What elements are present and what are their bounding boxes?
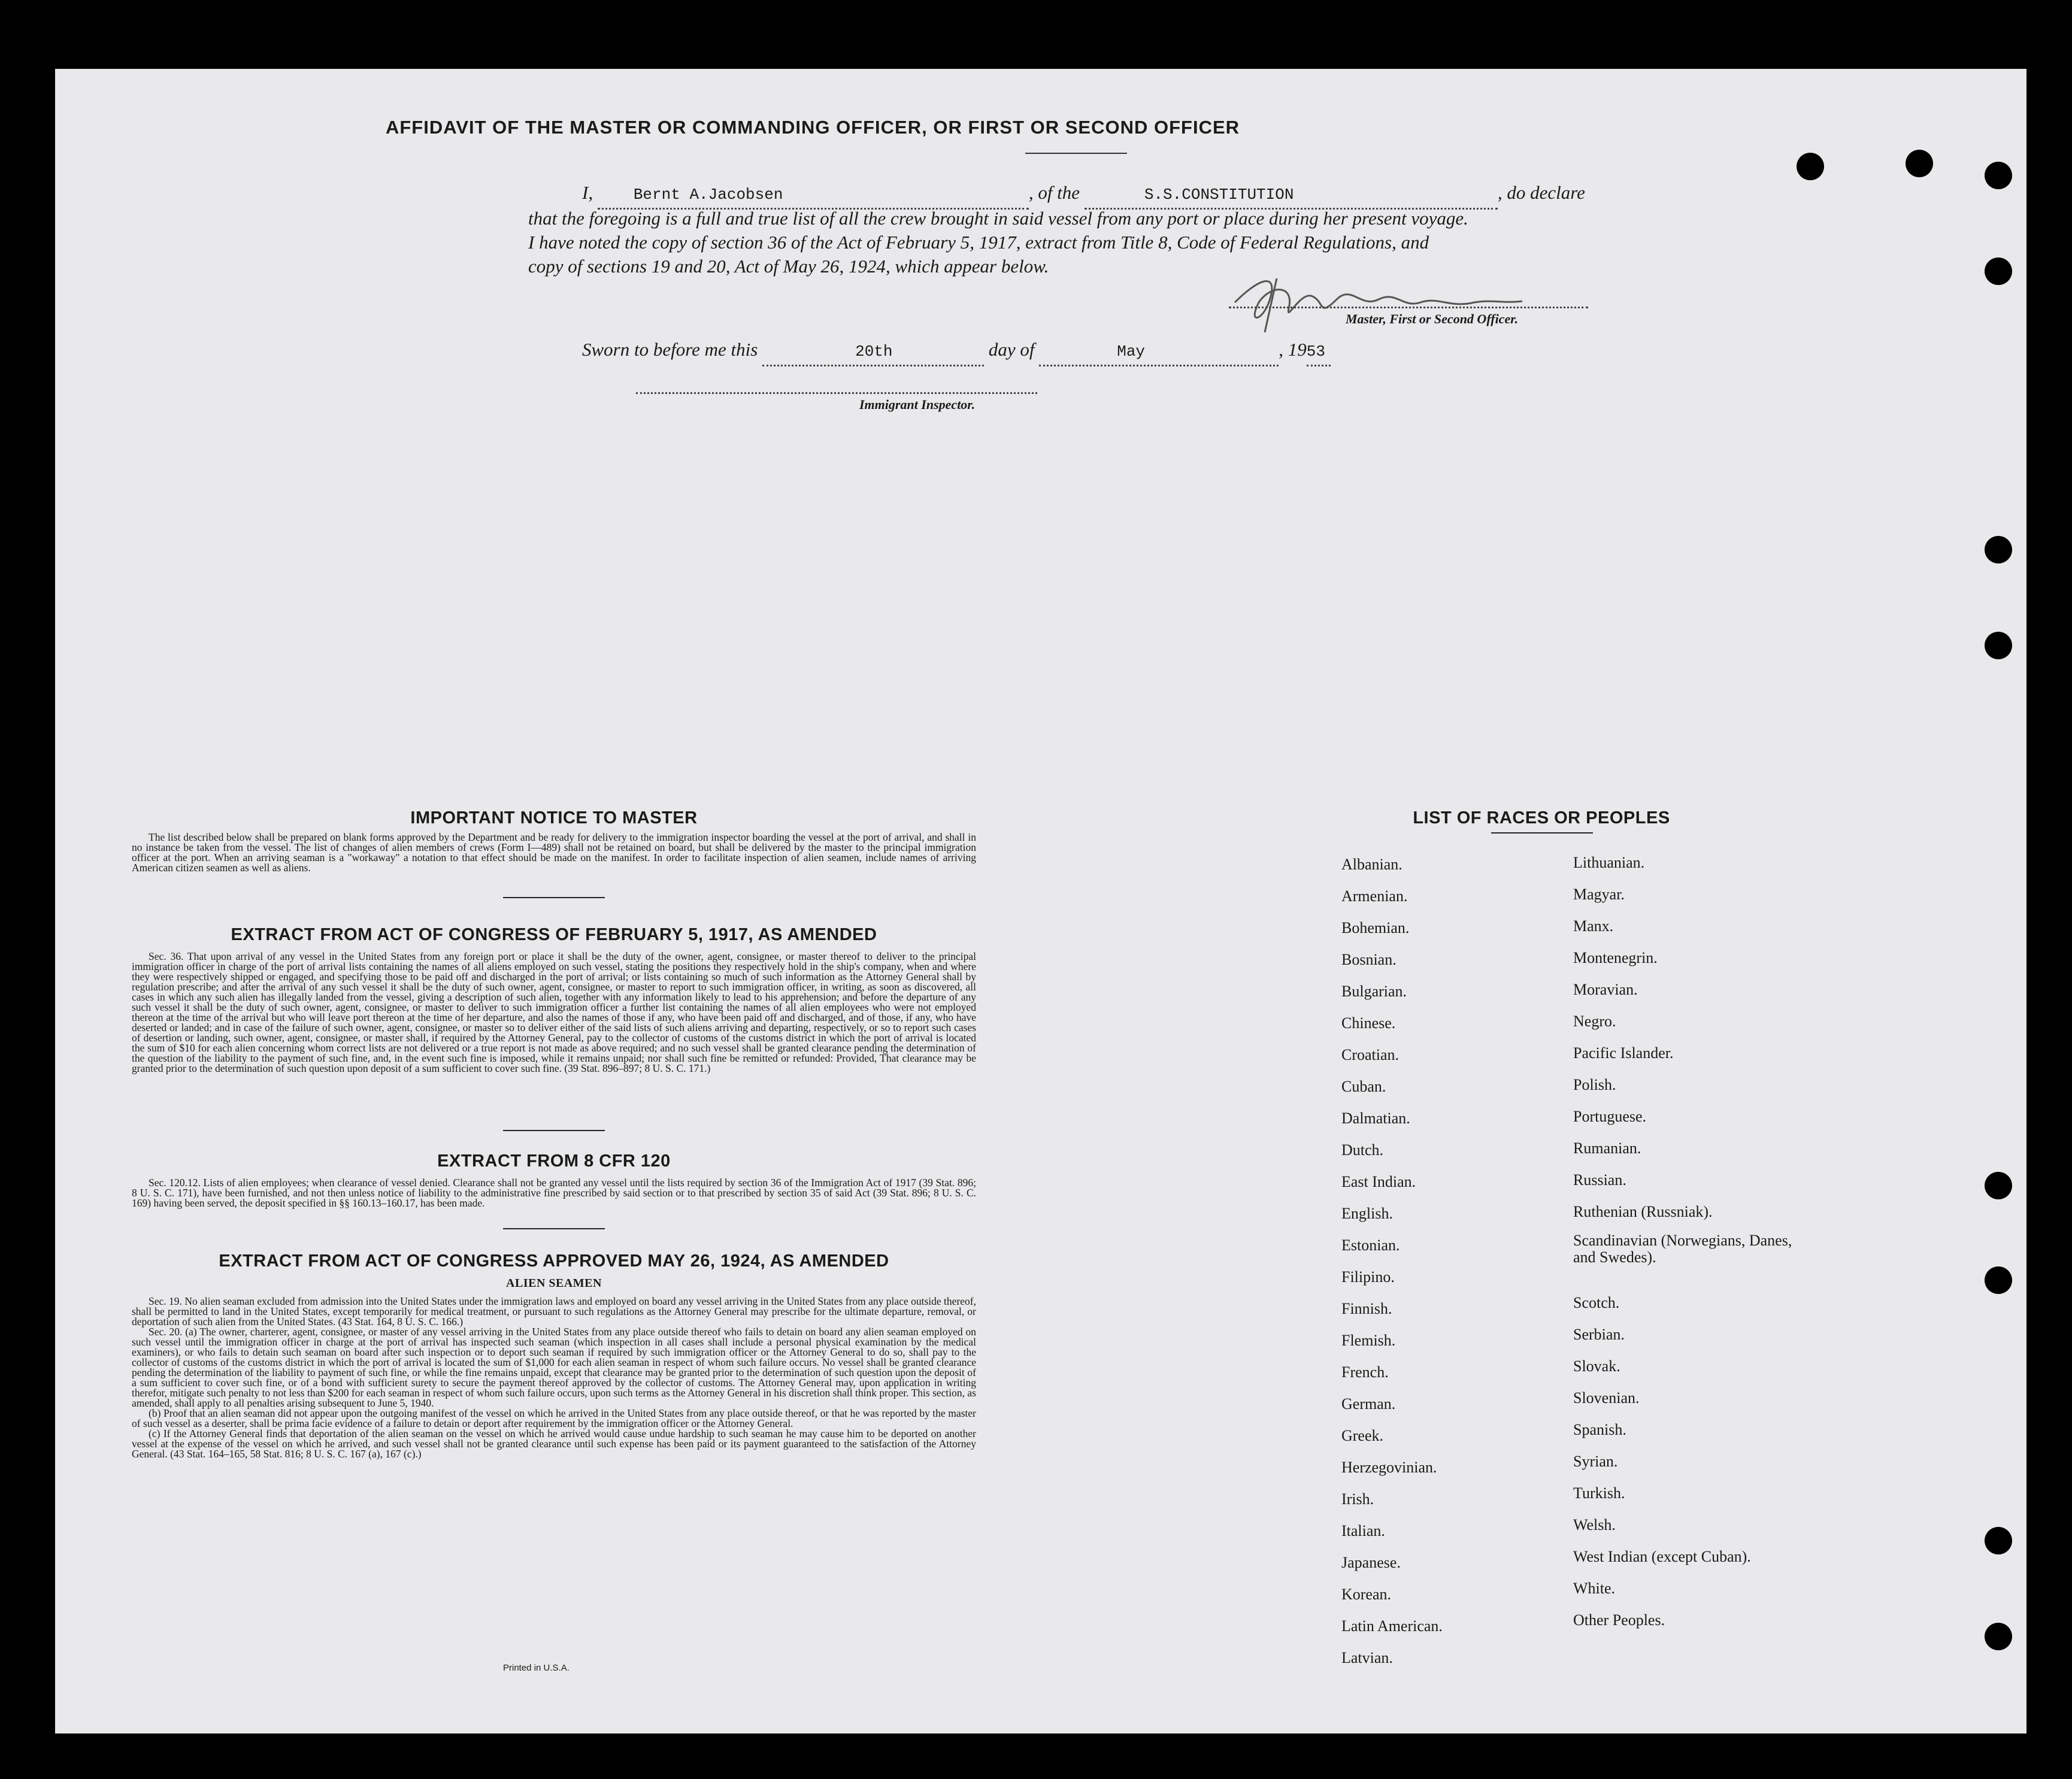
sworn-year: 53 <box>1306 343 1325 360</box>
race-item: Estonian. <box>1341 1236 1400 1254</box>
inspector-signature-line <box>636 392 1037 394</box>
races-left-column <box>1341 848 1563 1674</box>
race-item: Magyar. <box>1573 886 1625 903</box>
race-item: Ruthenian (Russniak). <box>1573 1203 1713 1220</box>
year-field <box>1307 337 1331 366</box>
race-item: Negro. <box>1573 1013 1616 1030</box>
inspector-caption: Immigrant Inspector. <box>859 397 976 412</box>
notice-heading: IMPORTANT NOTICE TO MASTER <box>410 808 698 828</box>
race-item: Bohemian. <box>1341 919 1410 937</box>
notice-paragraph: The list described below shall be prepared on blank forms approved by the Department and be ready for delivery to the immigration inspector boarding the vessel at the port of arrival, and shall in no instance be taken from the vessel. The list of changes of alien members of crews (Form I—489) shall not be retained on board, but shall be delivered by the master to the principal immigration officer at the port. When an arriving seaman is a "workaway" a notation to that effect should be made on the manifest. In order to facilitate inspection of alien seamen, include names of arriving American citizen seamen as well as aliens. <box>132 831 976 874</box>
races-right-column <box>1573 847 1909 1636</box>
alien-seamen-subheading: ALIEN SEAMEN <box>506 1277 602 1290</box>
extract-1924-heading: EXTRACT FROM ACT OF CONGRESS APPROVED MAY 26, 1924, AS AMENDED <box>219 1251 889 1271</box>
affidavit-title: AFFIDAVIT OF THE MASTER OR COMMANDING OFFICER, OR FIRST OR SECOND OFFICER <box>385 117 1240 138</box>
extract-cfr-text <box>132 1178 976 1208</box>
punch-hole <box>1985 162 2012 189</box>
sec-120-paragraph: Sec. 120.12. Lists of alien employees; when clearance of vessel denied. Clearance shall not be granted any vessel until the lists required by section 36 of the Immigration Act of 1917 (39 Stat. 896; 8 U. S. C. 171), have been furnished, and not then unless notice of liability to the administrative fine prescribed by said section or to that prescribed by section 35 of said Act (39 Stat. 896; 8 U. S. C. 169) having been served, the deposit specified in §§ 160.13–160.17, has been made. <box>132 1177 976 1209</box>
race-item: Irish. <box>1341 1490 1374 1508</box>
race-item: Greek. <box>1341 1427 1384 1444</box>
race-item: Russian. <box>1573 1171 1626 1189</box>
sworn-month-field <box>1039 337 1279 366</box>
race-item: English. <box>1341 1205 1393 1222</box>
race-item: Cuban. <box>1341 1078 1386 1095</box>
race-item: Finnish. <box>1341 1300 1392 1317</box>
race-item: Lithuanian. <box>1573 854 1645 871</box>
of-the-label: , of the <box>1028 182 1080 203</box>
race-item: Slovak. <box>1573 1357 1620 1375</box>
title-rule <box>1025 153 1127 154</box>
race-item: Portuguese. <box>1573 1108 1647 1125</box>
section-rule-2 <box>503 1130 605 1131</box>
master-name: Bernt A.Jacobsen <box>633 186 783 204</box>
race-item: Montenegrin. <box>1573 949 1658 966</box>
sec-20c-paragraph: (c) If the Attorney General finds that deportation of the alien seaman on the vessel on which he arrived would cause undue hardship to such seaman he may cause him to be deported on another vessel at the expense of the vessel on which he arrived, and such vessel shall not be granted clearance until such expense has been paid or its payment guaranteed to the satisfaction of the Attorney General. (43 Stat. 164–165, 58 Stat. 816; 8 U. S. C. 167 (a), 167 (c).) <box>132 1428 976 1460</box>
punch-hole <box>1797 153 1824 180</box>
sec-19-paragraph: Sec. 19. No alien seaman excluded from admission into the United States under the immigration laws and employed on board any vessel arriving in the United States from any place outside thereof, shall be permitted to land in the United States, except temporarily for medical treatment, or pursuant to such regulations as the Attorney General may prescribe for the ultimate departure, removal, or deportation of such alien from the United States. (43 Stat. 164, 8 U. S. C. 166.) <box>132 1295 976 1328</box>
punch-hole <box>1985 257 2012 285</box>
punch-hole <box>1985 1527 2012 1554</box>
do-declare-label: , do declare <box>1497 182 1585 203</box>
notice-text <box>132 832 976 873</box>
race-item: Herzegovinian. <box>1341 1459 1437 1476</box>
races-rule <box>1491 832 1593 834</box>
race-item: Japanese. <box>1341 1554 1401 1571</box>
punch-hole <box>1906 150 1933 177</box>
race-item: Scandinavian (Norwegians, Danes, and Swedes). <box>1573 1232 1792 1266</box>
year-prefix: , 19 <box>1279 339 1307 360</box>
extract-1917-text <box>132 951 976 1074</box>
declaration-line-3: I have noted the copy of section 36 of the Act of February 5, 1917, extract from Title 8, Code of Federal Regulations, and <box>528 232 1429 253</box>
race-item: Moravian. <box>1573 981 1638 998</box>
race-item: Filipino. <box>1341 1268 1395 1286</box>
race-item: Chinese. <box>1341 1014 1396 1032</box>
i-label: I, <box>582 182 593 203</box>
race-item: West Indian (except Cuban). <box>1573 1548 1751 1565</box>
extract-cfr-heading: EXTRACT FROM 8 CFR 120 <box>437 1151 671 1171</box>
race-item: Flemish. <box>1341 1332 1396 1349</box>
declaration-line-4: copy of sections 19 and 20, Act of May 26, 1924, which appear below. <box>528 256 1049 277</box>
master-caption: Master, First or Second Officer. <box>1346 311 1519 326</box>
race-item: Dutch. <box>1341 1141 1384 1159</box>
extract-1924-text <box>132 1296 976 1459</box>
race-item: Armenian. <box>1341 887 1408 905</box>
punch-hole <box>1985 1623 2012 1650</box>
race-item: Pacific Islander. <box>1573 1044 1674 1062</box>
punch-hole <box>1985 1172 2012 1199</box>
race-item: East Indian. <box>1341 1173 1416 1190</box>
section-rule-1 <box>503 897 605 898</box>
signature-line <box>1229 307 1588 308</box>
printed-in-usa: Printed in U.S.A. <box>503 1663 570 1673</box>
race-item: Albanian. <box>1341 856 1402 873</box>
race-item: Italian. <box>1341 1522 1385 1539</box>
extract-1917-heading: EXTRACT FROM ACT OF CONGRESS OF FEBRUARY 5, 1917, AS AMENDED <box>231 925 877 944</box>
vessel-name: S.S.CONSTITUTION <box>1144 186 1294 204</box>
races-heading: LIST OF RACES OR PEOPLES <box>1413 808 1670 828</box>
race-item: Syrian. <box>1573 1453 1618 1470</box>
race-item: Serbian. <box>1573 1326 1625 1343</box>
race-item: Manx. <box>1573 917 1614 935</box>
race-item: Welsh. <box>1573 1516 1616 1533</box>
punch-hole <box>1985 632 2012 659</box>
race-item: Turkish. <box>1573 1484 1625 1502</box>
master-signature <box>1223 266 1558 338</box>
race-item: Rumanian. <box>1573 1139 1641 1157</box>
race-item: Korean. <box>1341 1586 1392 1603</box>
document-page <box>55 69 2026 1733</box>
sec-20a-paragraph: Sec. 20. (a) The owner, charterer, agent, consignee, or master of any vessel arriving in the United States from any place outside thereof who fails to detain on board any alien seaman employed on such vessel until the immigration officer in charge at the port of arrival has inspected such seaman (which inspection in all cases shall include a personal physical examination by the medical examiners), or who fails to detain such seaman on board after such inspection or to deport such seaman if required by such immigration officer or the Attorney General to do so, shall pay to the collector of customs of the customs district in which the port of arrival is located the sum of $1,000 for each alien seaman in respect of whom such failure occurs. No vessel shall be granted clearance pending the determination of the liability to payment of such fine, or while the fine remains unpaid, except that clearance may be granted prior to the determination of such question upon the deposit of a sum sufficient to cover such fine, or of a bond with sufficient surety to secure the payment thereof approved by the collector of customs. The Attorney General may, upon application in writing therefor, mitigate such penalty to not less than $200 for each seaman in respect of whom such failure occurs, upon such terms as the Attorney General in his discretion shall think proper. This section, as amended, shall apply to all penalties arising subsequent to June 5, 1940. <box>132 1326 976 1409</box>
race-item: Bosnian. <box>1341 951 1397 968</box>
race-item: French. <box>1341 1363 1389 1381</box>
sec-36-paragraph: Sec. 36. That upon arrival of any vessel in the United States from any foreign port or place it shall be the duty of the owner, agent, consignee, or master thereof to deliver to the principal immigration officer in charge of the port of arrival lists containing the names of all aliens employed on such vessel, stating the positions they respectively hold in the ship's company, when and where they were respectively shipped or engaged, and specifying those to be paid off and discharged in the port of arrival; or lists containing so much of such information as the Attorney General shall by regulation prescribe; and after the arrival of any such vessel it shall be the duty of such owner, agent, consignee, or master to report to such immigration officer, in writing, as soon as discovered, all cases in which any such alien has illegally landed from the vessel, giving a description of such alien, together with any information likely to lead to his apprehension; and before the departure of any such vessel it shall be the duty of such owner, agent, consignee, or master to deliver to such immigration officer a further list containing the names of all alien employees who were not employed thereon at the time of the arrival but who will leave port thereon at the time of her departure, and also the names of those if any, who have been paid off and discharged, and of those, if any, who have deserted or landed; and in case of the failure of such owner, agent, consignee, or master so to deliver either of the said lists of such aliens arriving and departing, respectively, or so to report such cases of desertion or landing, such owner, agent, consignee, or master shall, if required by the Attorney General, pay to the collector of customs of the customs district in which the port of arrival is located the sum of $10 for each alien concerning whom correct lists are not delivered or a true report is not made as above required; and no such vessel shall be granted clearance pending the determination of the question of the liability to the payment of such fine, and, in the event such fine is imposed, while it remains unpaid; nor shall such fine be remitted or refunded: Provided, That clearance may be granted prior to the determination of such question upon deposit of a sum sufficient to cover such fine. (39 Stat. 896–897; 8 U. S. C. 171.) <box>132 950 976 1074</box>
race-item: Polish. <box>1573 1076 1616 1093</box>
sworn-day: 20th <box>855 343 893 360</box>
punch-hole <box>1985 1266 2012 1294</box>
declaration-line-2: that the foregoing is a full and true list of all the crew brought in said vessel from any port or place during her present voyage. <box>528 208 1468 229</box>
race-item: Latin American. <box>1341 1617 1443 1635</box>
sworn-month: May <box>1117 343 1146 360</box>
race-item: Dalmatian. <box>1341 1110 1410 1127</box>
punch-hole <box>1985 536 2012 563</box>
sec-20b-paragraph: (b) Proof that an alien seaman did not appear upon the outgoing manifest of the vessel on which he arrived in the United States from any place outside thereof, or that he was reported by the master of such vessel as a deserter, shall be prima facie evidence of a failure to detain or deport after requirement by the immigration officer or the Attorney General. <box>132 1407 976 1429</box>
race-item: Bulgarian. <box>1341 983 1407 1000</box>
race-item: Croatian. <box>1341 1046 1399 1063</box>
section-rule-3 <box>503 1228 605 1229</box>
sworn-day-field <box>762 337 984 366</box>
sworn-line <box>528 337 1666 366</box>
race-item: German. <box>1341 1395 1396 1413</box>
sworn-label: Sworn to before me this <box>582 339 758 360</box>
race-item: Slovenian. <box>1573 1389 1640 1407</box>
race-item: White. <box>1573 1580 1616 1597</box>
race-item: Latvian. <box>1341 1649 1393 1666</box>
day-of-label: day of <box>988 339 1035 360</box>
race-item: Scotch. <box>1573 1294 1620 1311</box>
race-item: Other Peoples. <box>1573 1611 1665 1629</box>
race-item: Spanish. <box>1573 1421 1626 1438</box>
